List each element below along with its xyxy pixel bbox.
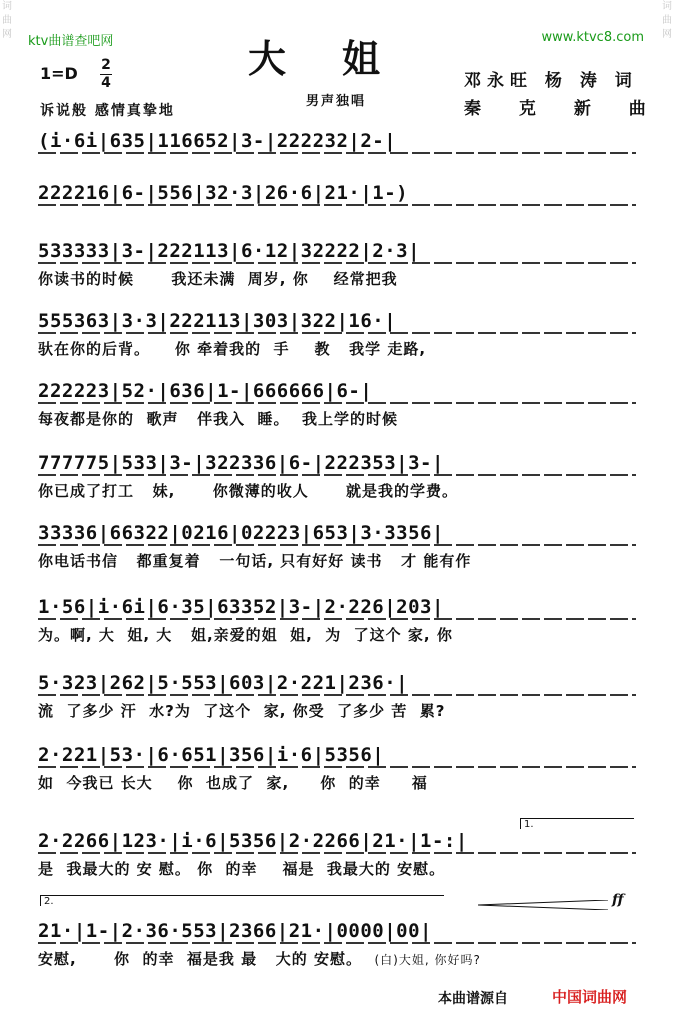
score-row <box>0 920 674 994</box>
beam-underline <box>38 332 636 334</box>
beam-underline <box>38 618 636 620</box>
score-row <box>0 596 674 670</box>
notes-line: 533333|3-|222113|6·12|32222|2·3| <box>38 240 421 262</box>
time-signature <box>100 58 112 91</box>
lyricist-credit: 邓永旺 杨 涛 词 <box>464 71 638 91</box>
dynamic-marking: ff <box>612 892 624 908</box>
notes-line: 1·56|i·6i|6·35|63352|3-|2·226|203| <box>38 596 444 618</box>
spoken-line: (白)大姐, 你好吗? <box>374 953 481 967</box>
tempo-marking: 诉说般 感情真挚地 <box>40 103 175 119</box>
time-bottom: 4 <box>101 75 111 91</box>
lyrics-line: 驮在你的后背。 你 牵着我的 手 教 我学 走路, <box>38 340 427 358</box>
beam-underline <box>38 262 636 264</box>
score-row <box>0 672 674 746</box>
lyrics-line: 你读书的时候 我还未满 周岁, 你 经常把我 <box>38 270 398 288</box>
notes-line: 777775|533|3-|322336|6-|222353|3-| <box>38 452 444 474</box>
score-row <box>0 744 674 818</box>
notes-line: 2·2266|123·|i·6|5356|2·2266|21·|1-:| <box>38 830 468 852</box>
lyrics-line: 你电话书信 都重复着 一句话, 只有好好 读书 才 能有作 <box>38 552 472 570</box>
site-link-right[interactable]: www.ktvc8.com <box>541 30 644 45</box>
lyrics-line: 流 了多少 汗 水?为 了这个 家, 你受 了多少 苦 累? <box>38 702 446 720</box>
volta-first-ending: 1. <box>520 818 634 829</box>
score-row <box>0 240 674 314</box>
score-row <box>0 452 674 526</box>
watermark-left: 词 曲 网 <box>2 1 12 40</box>
beam-underline <box>38 474 636 476</box>
footer-site-name[interactable]: 中国词曲网 <box>552 988 628 1006</box>
notes-line: (i·6i|635|116652|3-|222232|2-| <box>38 130 397 152</box>
beam-underline <box>38 544 636 546</box>
time-top: 2 <box>101 57 111 73</box>
beam-underline <box>38 402 636 404</box>
lyrics-line: 安慰, 你 的幸 福是我 最 大的 安慰。 (白)大姐, 你好吗? <box>38 950 481 968</box>
beam-underline <box>38 852 636 854</box>
beam-underline <box>38 694 636 696</box>
score-row <box>0 830 674 904</box>
voice-type: 男声独唱 <box>306 94 367 109</box>
watermark-right: 词 曲 网 <box>662 1 672 40</box>
notes-line: 5·323|262|5·553|603|2·221|236·| <box>38 672 409 694</box>
lyrics-line: 你已成了打工 妹, 你微薄的收人 就是我的学费。 <box>38 482 459 500</box>
beam-underline <box>38 204 636 206</box>
score-row <box>0 380 674 454</box>
notes-line: 2·221|53·|6·651|356|i·6|5356| <box>38 744 385 766</box>
crescendo-hairpin <box>478 900 608 910</box>
song-title: 大姐 <box>248 37 437 81</box>
beam-underline <box>38 766 636 768</box>
notes-line: 21·|1-|2·36·553|2366|21·|0000|00| <box>38 920 432 942</box>
lyrics-line: 为。啊, 大 姐, 大 姐,亲爱的姐 姐, 为 了这个 家, 你 <box>38 626 453 644</box>
score-row <box>0 310 674 384</box>
site-link-left[interactable]: ktv曲谱查吧网 <box>28 34 114 49</box>
beam-underline <box>38 152 636 154</box>
notes-line: 222216|6-|556|32·3|26·6|21·|1-) <box>38 182 409 204</box>
volta-second-ending: 2. <box>40 895 444 906</box>
lyrics-line: 每夜都是你的 歌声 伴我入 睡。 我上学的时候 <box>38 410 399 428</box>
lyrics-line: 如 今我已 长大 你 也成了 家, 你 的幸 福 <box>38 774 428 792</box>
footer-source-label: 本曲谱源自 <box>438 991 508 1007</box>
composer-credit: 秦 克 新 曲 <box>464 99 662 119</box>
notes-line: 555363|3·3|222113|303|322|16·| <box>38 310 397 332</box>
lyrics-line: 是 我最大的 安 慰。 你 的幸 福是 我最大的 安慰。 <box>38 860 446 878</box>
beam-underline <box>38 942 636 944</box>
notes-line: 33336|66322|0216|02223|653|3·3356| <box>38 522 444 544</box>
notes-line: 222223|52·|636|1-|666666|6-| <box>38 380 373 402</box>
score-row <box>0 522 674 596</box>
key-signature: 1=D <box>40 64 78 83</box>
